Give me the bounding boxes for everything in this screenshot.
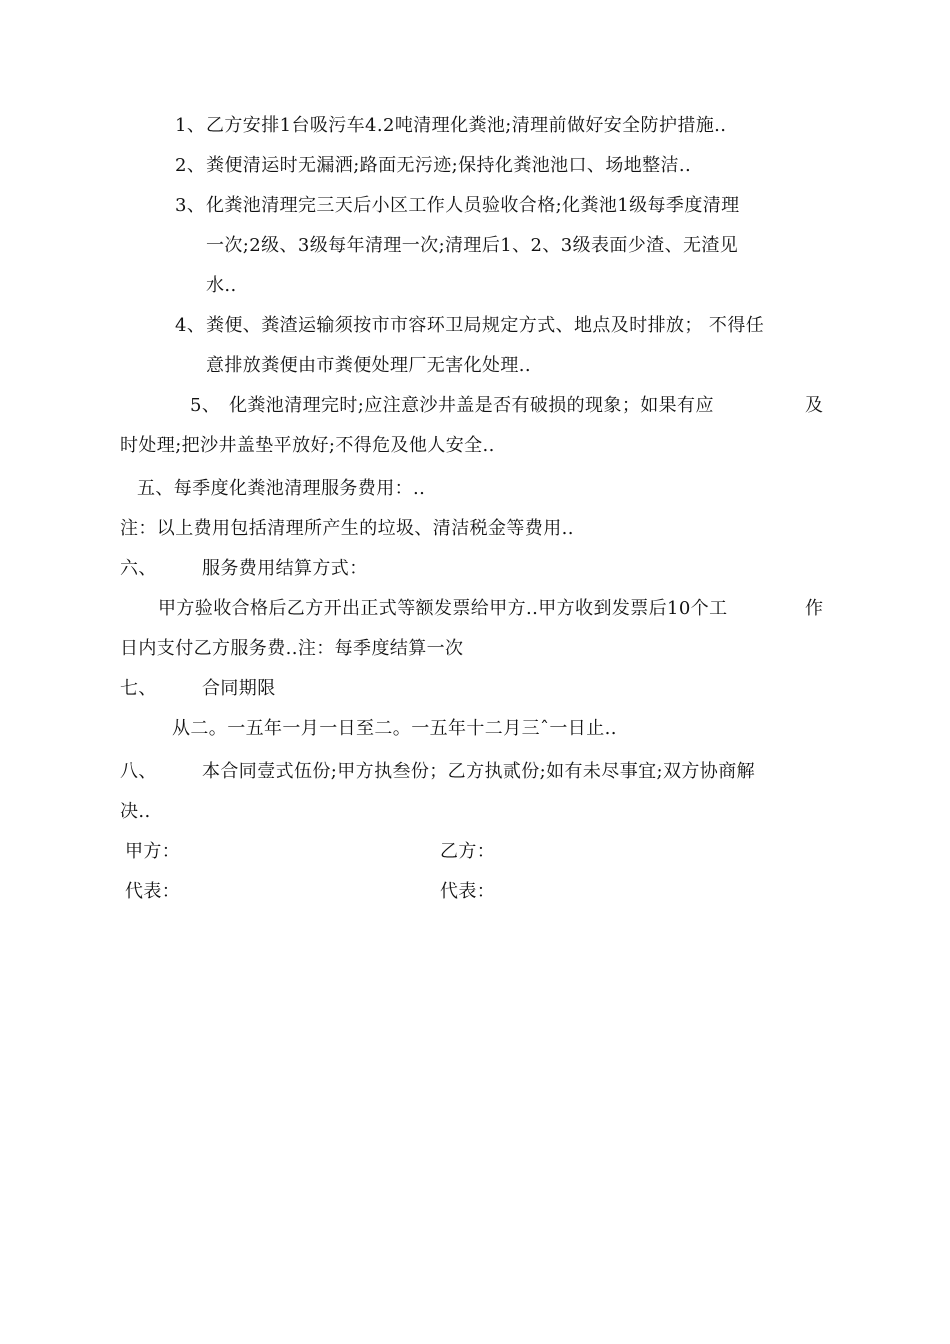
- party-a-representative-label: 代表：: [125, 881, 181, 902]
- section-6-body-line-1-end: 作: [805, 598, 824, 619]
- item-4-number: 4、: [175, 315, 206, 336]
- item-5-number: 5、: [190, 395, 221, 416]
- item-4-text-line-2: 意排放粪便由市粪便处理厂无害化处理..: [206, 355, 532, 376]
- item-2-number: 2、: [175, 155, 206, 176]
- party-b-representative-label: 代表：: [440, 881, 496, 902]
- section-8-text-line-1: 本合同壹式伍份;甲方执叁份；乙方执贰份;如有未尽事宜;双方协商解: [202, 761, 755, 782]
- item-3-text-line-2: 一次;2级、3级每年清理一次;清理后1、2、3级表面少渣、无渣见: [206, 235, 739, 256]
- section-7-number: 七、: [120, 678, 157, 699]
- section-6-body-line-1: 甲方验收合格后乙方开出正式等额发票给甲方..甲方收到发票后10个工: [158, 598, 728, 619]
- item-4-text-line-1: 粪便、粪渣运输须按市市容环卫局规定方式、地点及时排放； 不得任: [206, 315, 765, 336]
- item-5-text-line-1: 化粪池清理完时;应注意沙井盖是否有破损的现象；如果有应: [229, 395, 714, 416]
- item-3-text-line-1: 化粪池清理完三天后小区工作人员验收合格;化粪池1级每季度清理: [206, 195, 740, 216]
- section-6-title: 服务费用结算方式：: [202, 558, 368, 579]
- section-7-body: 从二。一五年一月一日至二。一五年十二月三ˆ一日止..: [172, 718, 617, 739]
- section-6-number: 六、: [120, 558, 157, 579]
- party-a-label: 甲方：: [125, 841, 181, 862]
- item-1-text: 乙方安排1台吸污车4.2吨清理化粪池;清理前做好安全防护措施..: [206, 115, 727, 136]
- party-b-label: 乙方：: [440, 841, 496, 862]
- item-2-text: 粪便清运时无漏洒;路面无污迹;保持化粪池池口、场地整洁..: [206, 155, 692, 176]
- item-3-text-line-3: 水..: [206, 275, 237, 296]
- section-6-body-line-2: 日内支付乙方服务费..注：每季度结算一次: [120, 638, 464, 659]
- item-5-text-line-2: 时处理;把沙井盖垫平放好;不得危及他人安全..: [120, 435, 495, 456]
- section-5-heading: 五、每季度化粪池清理服务费用：..: [137, 478, 426, 499]
- section-7-title: 合同期限: [202, 678, 276, 699]
- item-1-number: 1、: [175, 115, 206, 136]
- section-8-text-line-2: 决..: [120, 801, 151, 822]
- item-3-number: 3、: [175, 195, 206, 216]
- fee-note: 注：以上费用包括清理所产生的垃圾、清洁税金等费用..: [120, 518, 574, 539]
- section-8-number: 八、: [120, 761, 157, 782]
- item-5-text-line-1-end: 及: [805, 395, 824, 416]
